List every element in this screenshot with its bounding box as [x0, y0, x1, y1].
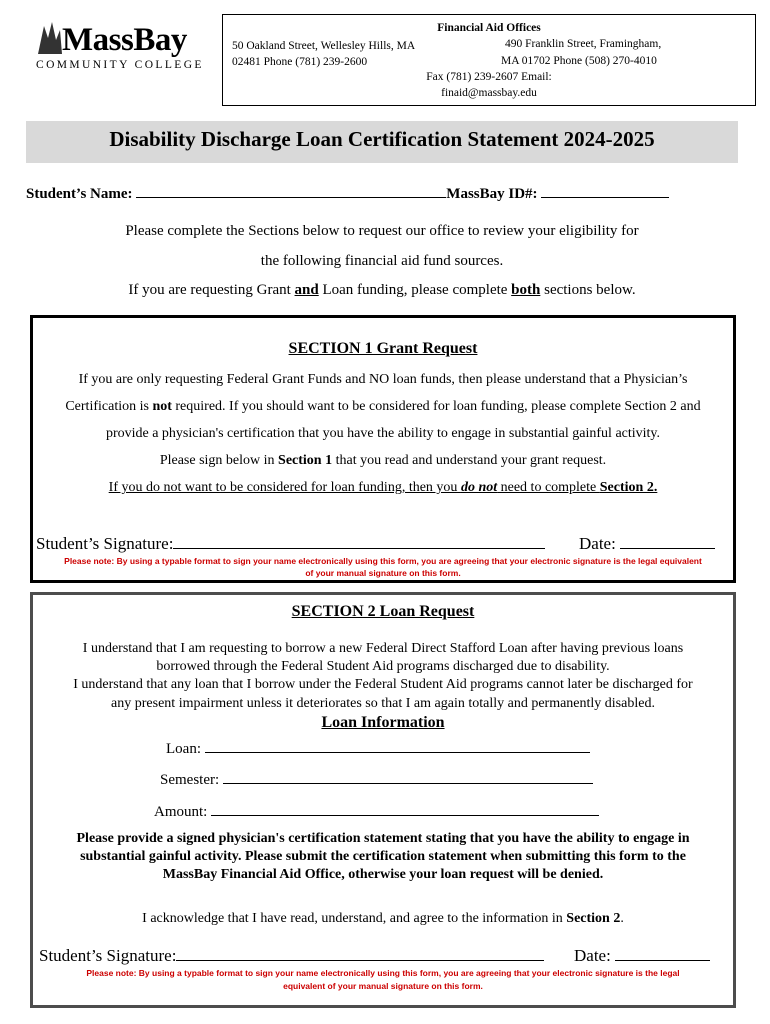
amount-field[interactable] — [211, 801, 599, 816]
section-2-signature-note-1: Please note: By using a typable format to sign your name electronically using this form, you are agreeing that your electronic signature is the legal — [86, 968, 680, 978]
student-name-field[interactable] — [136, 183, 446, 198]
flame-logo-icon — [34, 20, 64, 54]
acknowledgement-line: I acknowledge that I have read, understand, and agree to the information in Section 2. — [142, 911, 624, 926]
section-1-signature-row — [36, 534, 545, 554]
section-2-line-2: borrowed through the Federal Student Aid programs discharged due to disability. — [156, 659, 610, 674]
physician-notice-line-1: Please provide a signed physician's certification statement stating that you have the ability to engage in — [76, 831, 690, 846]
financial-aid-offices-box — [222, 14, 756, 106]
section-2-line-3: I understand that any loan that I borrow under the Federal Student Aid programs cannot later be discharged for — [73, 677, 693, 692]
section-1-date-row — [579, 534, 715, 554]
section-2-line-1: I understand that I am requesting to borrow a new Federal Direct Stafford Loan after having previous loans — [82, 641, 684, 656]
student-info-row — [26, 183, 669, 203]
logo-subtitle: COMMUNITY COLLEGE — [36, 59, 204, 71]
massbay-id-label: MassBay ID#: — [446, 186, 538, 202]
wellesley-address: 50 Oakland Street, Wellesley Hills, MA — [232, 40, 416, 52]
section-2-signature-note-2: equivalent of your manual signature on this form. — [283, 981, 483, 991]
physician-notice-line-3: MassBay Financial Aid Office, otherwise your loan request will be denied. — [162, 867, 604, 882]
section-2-date-label: Date: — [574, 946, 611, 965]
section-2-box — [30, 592, 736, 1008]
section-2-signature-field[interactable] — [176, 946, 544, 961]
wellesley-phone: 02481 Phone (781) 239-2600 — [232, 56, 368, 68]
office-title: Financial Aid Offices — [437, 22, 541, 34]
intro-line-2: the following financial aid fund sources. — [260, 253, 504, 269]
massbay-id-field[interactable] — [541, 183, 669, 198]
massbay-logo — [32, 18, 212, 76]
logo-name: MassBay — [62, 22, 187, 58]
loan-row — [166, 738, 590, 758]
loan-information-heading: Loan Information — [321, 714, 445, 731]
loan-field[interactable] — [205, 738, 590, 753]
intro-line-3: If you are requesting Grant and Loan funding, please complete both sections below. — [128, 282, 636, 298]
page-title: Disability Discharge Loan Certification Statement 2024-2025 — [109, 127, 655, 151]
loan-label: Loan: — [166, 741, 201, 757]
section-2-line-4: any present impairment unless it deteriorates so that I am again totally and permanently disabled. — [111, 696, 655, 711]
email-link[interactable]: finaid@massbay.edu — [441, 87, 537, 99]
fax-line: Fax (781) 239-2607 Email: — [426, 71, 552, 83]
section-1-signature-label: Student’s Signature: — [36, 534, 174, 553]
section-1-line-1: If you are only requesting Federal Grant Funds and NO loan funds, then please understand that a Physician’s — [78, 372, 688, 387]
amount-label: Amount: — [154, 804, 208, 820]
amount-row — [154, 801, 599, 821]
section-2-heading: SECTION 2 Loan Request — [291, 603, 475, 620]
section-2-date-row — [574, 946, 710, 966]
title-band — [26, 121, 738, 163]
section-1-signature-field[interactable] — [173, 534, 545, 549]
section-1-heading: SECTION 1 Grant Request — [288, 340, 478, 357]
framingham-phone: MA 01702 Phone (508) 270-4010 — [501, 55, 657, 67]
student-name-label: Student’s Name: — [26, 186, 133, 202]
section-2-date-field[interactable] — [615, 946, 710, 961]
semester-label: Semester: — [160, 772, 220, 788]
section-1-box — [30, 315, 736, 583]
section-1-line-5: If you do not want to be considered for loan funding, then you do not need to complete Section 2. — [108, 480, 658, 495]
section-2-signature-row — [39, 946, 544, 966]
intro-line-1: Please complete the Sections below to request our office to review your eligibility for — [125, 223, 639, 239]
semester-field[interactable] — [223, 769, 593, 784]
section-1-line-4: Please sign below in Section 1 that you read and understand your grant request. — [159, 453, 607, 468]
section-1-date-field[interactable] — [620, 534, 715, 549]
section-1-line-2: Certification is not required. If you should want to be considered for loan funding, please complete Section 2 and — [65, 399, 701, 414]
physician-notice-line-2: substantial gainful activity. Please submit the certification statement when submitting this form to the — [80, 849, 686, 864]
section-1-signature-note-1: Please note: By using a typable format to sign your name electronically using this form, you are agreeing that your electronic signature is the legal equivalent — [64, 556, 702, 566]
section-1-date-label: Date: — [579, 534, 616, 553]
semester-row — [160, 769, 593, 789]
section-1-signature-note-2: of your manual signature on this form. — [305, 568, 461, 578]
framingham-address: 490 Franklin Street, Framingham, — [505, 38, 662, 50]
section-1-line-3: provide a physician's certification that you have the ability to engage in substantial gainful activity. — [105, 426, 661, 441]
section-2-signature-label: Student’s Signature: — [39, 946, 177, 965]
